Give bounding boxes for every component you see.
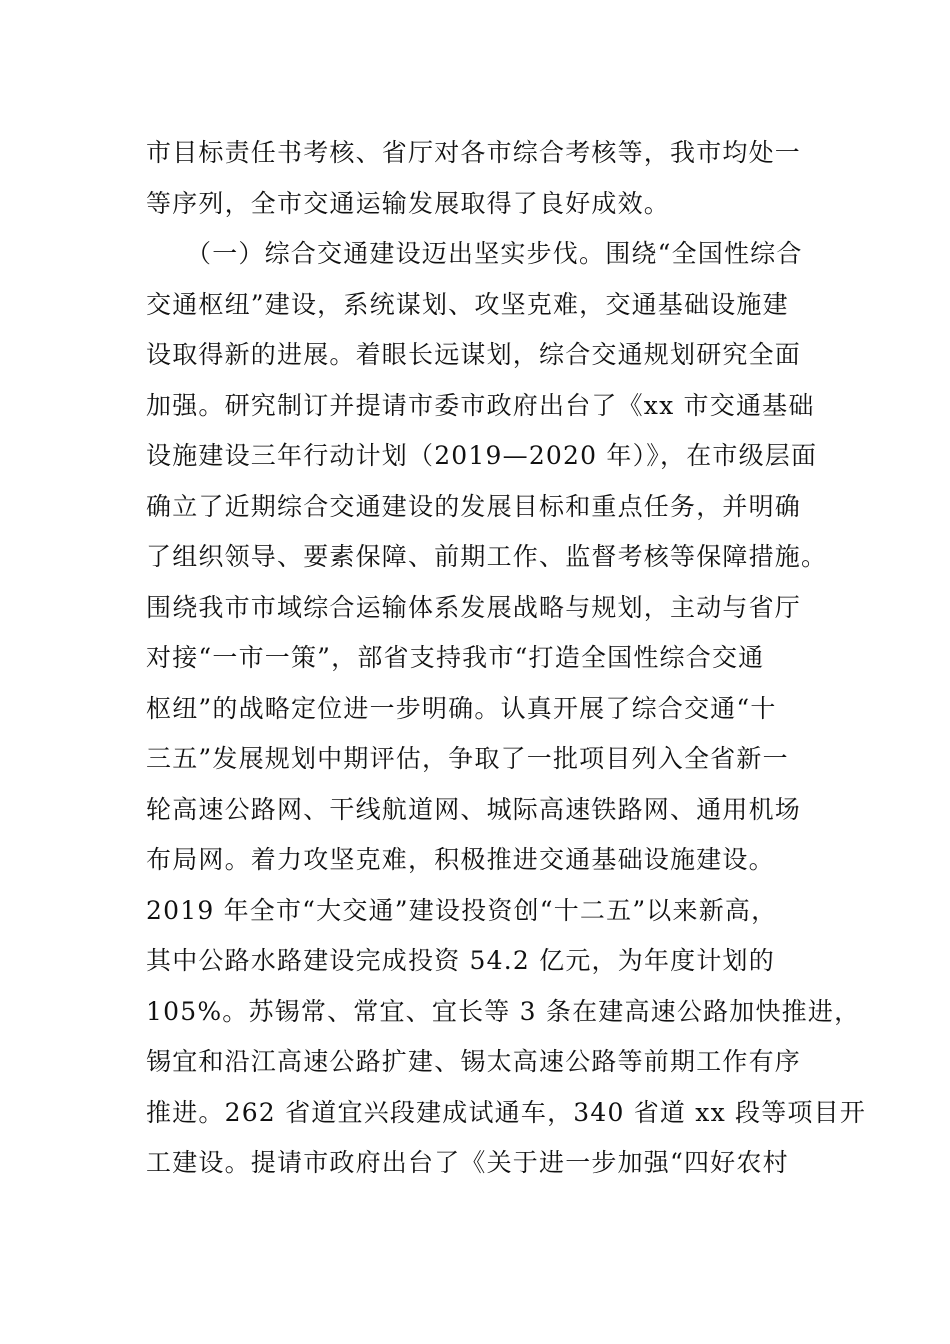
text-line: 推进。262 省道宜兴段建成试通车，340 省道 xx 段等项目开: [146, 1097, 867, 1127]
text-line: 2019 年全市“大交通”建设投资创“十二五”以来新高，: [146, 895, 778, 925]
text-line: 105%。苏锡常、常宜、宜长等 3 条在建高速公路加快推进，: [146, 996, 861, 1026]
text-line: 交通枢纽”建设，系统谋划、攻坚克难，交通基础设施建: [146, 289, 789, 319]
text-line: 对接“一市一策”，部省支持我市“打造全国性综合交通: [146, 643, 765, 672]
text-line: 加强。研究制订并提请市委市政府出台了《xx 市交通基础: [146, 390, 815, 420]
text-line: 等序列，全市交通运输发展取得了良好成效。: [146, 188, 671, 218]
text-line: 设取得新的进展。着眼长远谋划，综合交通规划研究全面: [146, 340, 802, 369]
text-line: 工建设。提请市政府出台了《关于进一步加强“四好农村: [146, 1148, 789, 1177]
text-line: 市目标责任书考核、省厅对各市综合考核等，我市均处一: [146, 138, 802, 167]
text-line: 设施建设三年行动计划（2019—2020 年）》，在市级层面: [146, 441, 818, 470]
body-text: [146, 128, 867, 1189]
text-line: 了组织领导、要素保障、前期工作、监督考核等保障措施。: [146, 542, 828, 571]
text-line: 锡宜和沿江高速公路扩建、锡太高速公路等前期工作有序: [146, 1047, 802, 1076]
section-heading-line: （一）综合交通建设迈出坚实步伐。围绕“全国性综合: [186, 239, 803, 268]
text-line: 布局网。着力攻坚克难，积极推进交通基础设施建设。: [146, 845, 775, 874]
text-line: 轮高速公路网、干线航道网、城际高速铁路网、通用机场: [146, 794, 802, 824]
text-line: 围绕我市市域综合运输体系发展战略与规划，主动与省厅: [146, 592, 802, 622]
text-line: 三五”发展规划中期评估，争取了一批项目列入全省新一: [146, 744, 789, 773]
text-line: 其中公路水路建设完成投资 54.2 亿元，为年度计划的: [146, 946, 775, 975]
text-line: 确立了近期综合交通建设的发展目标和重点任务，并明确: [146, 491, 802, 521]
text-line: 枢纽”的战略定位进一步明确。认真开展了综合交通“十: [146, 693, 777, 723]
